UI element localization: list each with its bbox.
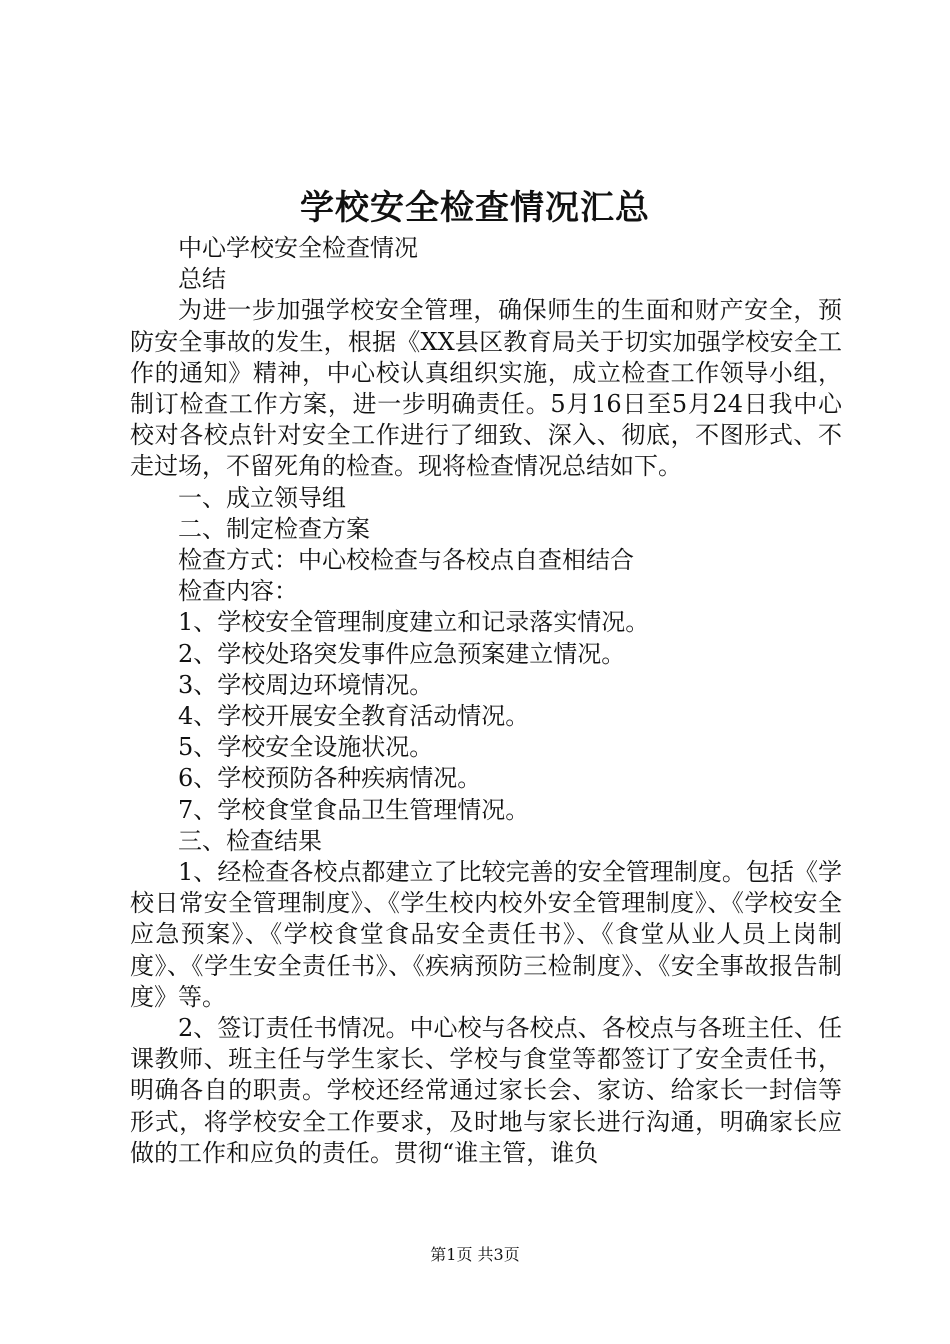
- subtitle-line-1: 中心学校安全检查情况: [178, 234, 418, 262]
- list-item: 4、学校开展安全教育活动情况。: [178, 702, 530, 731]
- list-item: 2、学校处珞突发事件应急预案建立情况。: [178, 639, 626, 668]
- subtitle-line-2: 总结: [178, 265, 226, 294]
- result-paragraph-2: 2、签订责任书情况。中心校与各校点、各校点与各班主任、任课教师、班主任与学生家长、学校与食堂等都签订了安全责任书，明确各自的职责。学校还经常通过家长会、家访、给家长一封信等形式，将学校安全工作要求，及时地与家长进行沟通，明确家长应做的工作和应负的责任。贯彻“谁主管，谁负: [130, 1014, 842, 1167]
- list-item: 3、学校周边环境情况。: [178, 670, 434, 699]
- list-item: 1、学校安全管理制度建立和记录落实情况。: [178, 608, 650, 637]
- section-heading-1: 一、成立领导组: [178, 483, 346, 512]
- list-item: 5、学校安全设施状况。: [178, 733, 434, 762]
- list-item: 7、学校食堂食品卫生管理情况。: [178, 795, 530, 824]
- list-item: 6、学校预防各种疾病情况。: [178, 764, 482, 793]
- inspection-content-label: 检查内容：: [178, 577, 298, 606]
- section-heading-3: 三、检查结果: [178, 826, 322, 855]
- document-body: [130, 233, 842, 1169]
- page-number: 第1页 共3页: [430, 1245, 520, 1264]
- document-title: 学校安全检查情况汇总: [300, 188, 650, 228]
- intro-paragraph: 为进一步加强学校安全管理，确保师生的生面和财产安全，预防安全事故的发生，根据《XX县区教育局关于切实加强学校安全工作的通知》精神，中心校认真组织实施，成立检查工作领导小组，制订检查工作方案，进一步明确责任。5月16日至5月24日我中心校对各校点针对安全工作进行了细致、深入、彻底，不图形式、不走过场，不留死角的检查。现将检查情况总结如下。: [130, 296, 842, 481]
- result-paragraph-1: 1、经检查各校点都建立了比较完善的安全管理制度。包括《学校日常安全管理制度》、《学生校内校外安全管理制度》、《学校安全应急预案》、《学校食堂食品安全责任书》、《食堂从业人员上岗制度》、《学生安全责任书》、《疾病预防三检制度》、《安全事故报告制度》等。: [130, 858, 842, 1011]
- section-heading-2: 二、制定检查方案: [178, 514, 370, 543]
- inspection-method: 检查方式：中心校检查与各校点自查相结合: [178, 546, 634, 575]
